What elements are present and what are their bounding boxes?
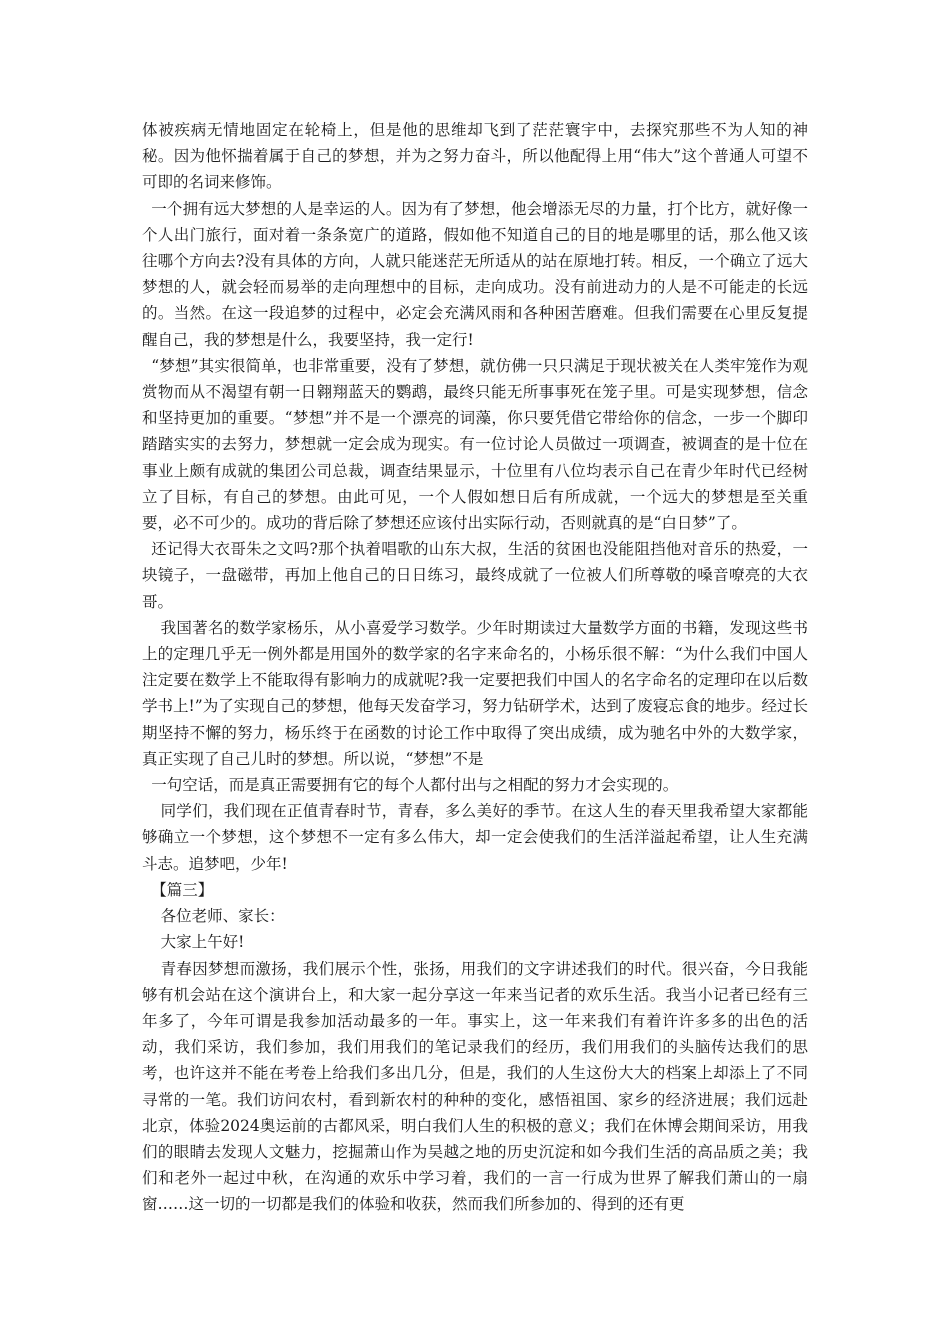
paragraph: 我国著名的数学家杨乐，从小喜爱学习数学。少年时期读过大量数学方面的书籍，发现这些书上的定理几乎无一例外都是用国外的数学家的名字来命名的，小杨乐很不解：“为什么我们中国人注定要在数学上不能取得有影响力的成就呢?我一定要把我们中国人的名字命名的定理印在以后数学书上!”为了实现自己的梦想，他每天发奋学习，努力钻研学术，达到了废寝忘食的地步。经过长期坚持不懈的努力，杨乐终于在函数的讨论工作中取得了突出成绩，成为驰名中外的大数学家，真正实现了自己儿时的梦想。所以说，“梦想”不是 — [142, 618, 808, 768]
salutation: 各位老师、家长： — [160, 907, 285, 926]
paragraph: 同学们，我们现在正值青春时节，青春，多么美好的季节。在这人生的春天里我希望大家都能够确立一个梦想，这个梦想不一定有多么伟大，却一定会使我们的生活洋溢起希望，让人生充满斗志。追梦吧，少年! — [142, 802, 808, 873]
section-heading: 【篇三】 — [151, 880, 214, 899]
paragraph: 还记得大衣哥朱之文吗?那个执着唱歌的山东大叔，生活的贫困也没能阻挡他对音乐的热爱，一块镜子，一盘磁带，再加上他自己的日日练习，最终成就了一位被人们所尊敬的嗓音嘹亮的大衣哥。 — [142, 540, 808, 611]
paragraph: 一句空话，而是真正需要拥有它的每个人都付出与之相配的努力才会实现的。 — [151, 776, 679, 795]
document-body — [142, 117, 808, 1218]
paragraph: 一个拥有远大梦想的人是幸运的人。因为有了梦想，他会增添无尽的力量，打个比方，就好像一个人出门旅行，面对着一条条宽广的道路，假如他不知道自己的目的地是哪里的话，那么他又该往哪个方向去?没有具体的方向，人就只能迷茫无所适从的站在原地打转。相反，一个确立了远大梦想的人，就会轻而易举的走向理想中的目标，走向成功。没有前进动力的人是不可能走的长远的。当然。在这一段追梦的过程中，必定会充满风雨和各种困苦磨难。但我们需要在心里反复提醒自己，我的梦想是什么，我要坚持，我一定行! — [142, 199, 808, 349]
greeting: 大家上午好! — [160, 933, 245, 952]
paragraph: “梦想”其实很简单，也非常重要，没有了梦想，就仿佛一只只满足于现状被关在人类牢笼作为观赏物而从不渴望有朝一日翱翔蓝天的鹦鹉，最终只能无所事事死在笼子里。可是实现梦想，信念和坚持更加的重要。“梦想”并不是一个漂亮的词藻，你只要凭借它带给你的信念，一步一个脚印踏踏实实的去努力，梦想就一定会成为现实。有一位讨论人员做过一项调查，被调查的是十位在事业上颇有成就的集团公司总裁，调查结果显示，十位里有八位均表示自己在青少年时代已经树立了目标，有自己的梦想。由此可见，一个人假如想日后有所成就，一个远大的梦想是至关重要，必不可少的。成功的背后除了梦想还应该付出实际行动，否则就真的是“白日梦”了。 — [142, 356, 808, 533]
paragraph: 体被疾病无情地固定在轮椅上，但是他的思维却飞到了茫茫寰宇中，去探究那些不为人知的神秘。因为他怀揣着属于自己的梦想，并为之努力奋斗，所以他配得上用“伟大”这个普通人可望不可即的名词来修饰。 — [142, 121, 808, 192]
paragraph: 青春因梦想而激扬，我们展示个性，张扬，用我们的文字讲述我们的时代。很兴奋，今日我能够有机会站在这个演讲台上，和大家一起分享这一年来当记者的欢乐生活。我当小记者已经有三年多了，今年可谓是我参加活动最多的一年。事实上，这一年来我们有着许许多多的出色的活动，我们采访，我们参加，我们用我们的笔记录我们的经历，我们用我们的头脑传达我们的思考，也许这并不能在考卷上给我们多出几分，但是，我们的人生这份大大的档案上却添上了不同寻常的一笔。我们访问农村，看到新农村的种种的变化，感悟祖国、家乡的经济进展；我们远赴北京，体验2024奥运前的古都风采，明白我们人生的积极的意义；我们在休博会期间采访，用我们的眼睛去发现人文魅力，挖掘萧山作为吴越之地的历史沉淀和如今我们生活的高品质之美；我们和老外一起过中秋，在沟通的欢乐中学习着，我们的一言一行成为世界了解我们萧山的一扇窗……这一切的一切都是我们的体验和收获，然而我们所参加的、得到的还有更 — [142, 959, 808, 1214]
